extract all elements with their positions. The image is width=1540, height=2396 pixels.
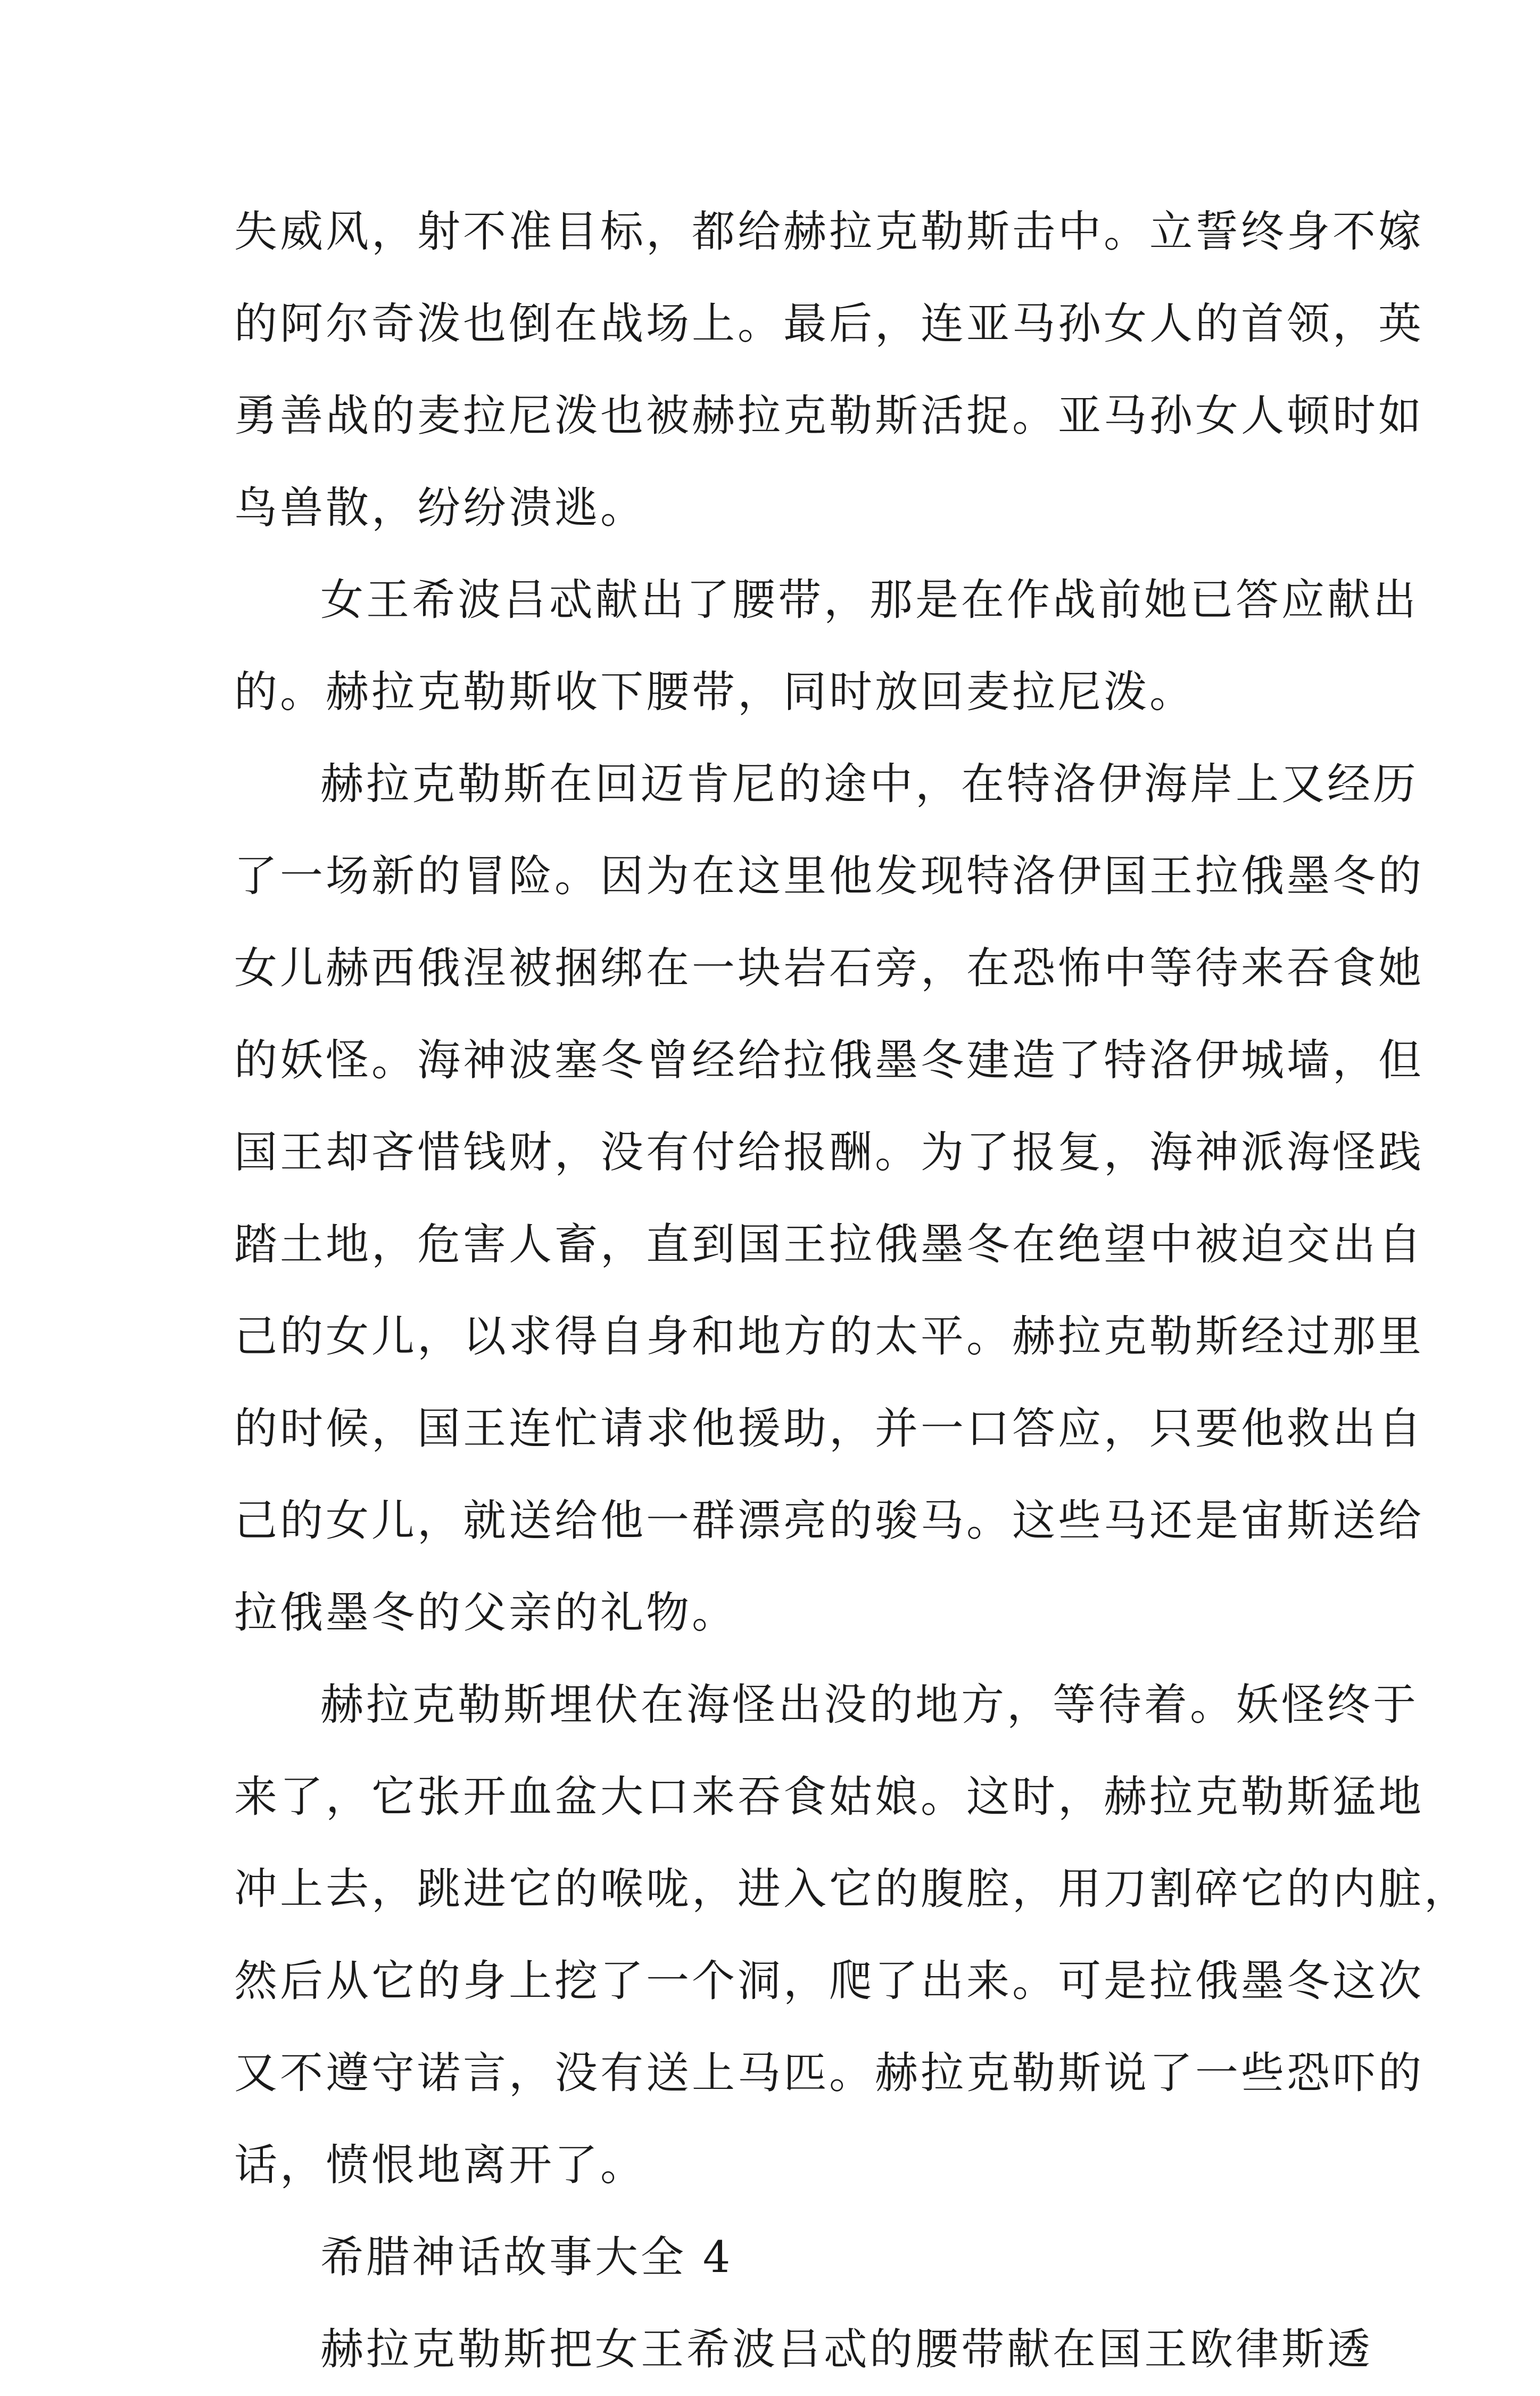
paragraph [234,1659,1470,2212]
text-line: 国王却吝惜钱财，没有付给报酬。为了报复，海神派海怪践 [234,1128,1425,1178]
section-heading: 希腊神话故事大全 4 [320,2233,733,2283]
text-line: 了一场新的冒险。因为在这里他发现特洛伊国王拉俄墨冬的 [234,852,1425,902]
text-line: 的。赫拉克勒斯收下腰带，同时放回麦拉尼泼。 [234,667,1196,717]
text-line: 的阿尔奇泼也倒在战场上。最后，连亚马孙女人的首领，英 [234,299,1425,349]
text-line: 勇善战的麦拉尼泼也被赫拉克勒斯活捉。亚马孙女人顿时如 [234,391,1425,441]
paragraph [234,555,1419,739]
document-body [234,186,1470,2396]
paragraph [234,739,1425,1659]
text-line: 赫拉克勒斯把女王希波吕忒的腰带献在国王欧律斯透 [320,2325,1373,2375]
text-line: 的妖怪。海神波塞冬曾经给拉俄墨冬建造了特洛伊城墙，但 [234,1036,1425,1086]
text-line: 的时候，国王连忙请求他援助，并一口答应，只要他救出自 [234,1404,1425,1454]
text-line: 己的女儿，以求得自身和地方的太平。赫拉克勒斯经过那里 [234,1312,1425,1362]
text-line: 赫拉克勒斯在回迈肯尼的途中，在特洛伊海岸上又经历 [320,759,1419,809]
text-line: 赫拉克勒斯埋伏在海怪出没的地方，等待着。妖怪终于 [320,1680,1419,1730]
text-line: 拉俄墨冬的父亲的礼物。 [234,1588,738,1638]
text-line: 女儿赫西俄涅被捆绑在一块岩石旁，在恐怖中等待来吞食她 [234,944,1425,994]
text-line: 踏土地，危害人畜，直到国王拉俄墨冬在绝望中被迫交出自 [234,1220,1425,1270]
text-line: 女王希波吕忒献出了腰带，那是在作战前她已答应献出 [320,575,1419,625]
text-line: 冲上去，跳进它的喉咙，进入它的腹腔，用刀割碎它的内脏， [234,1864,1470,1914]
text-line: 然后从它的身上挖了一个洞，爬了出来。可是拉俄墨冬这次 [234,1956,1425,2006]
text-line: 失威风，射不准目标，都给赫拉克勒斯击中。立誓终身不嫁 [234,207,1425,257]
paragraph [234,186,1425,555]
text-line: 话，愤恨地离开了。 [234,2141,647,2191]
text-line: 鸟兽散，纷纷溃逃。 [234,483,647,533]
text-line: 又不遵守诺言，没有送上马匹。赫拉克勒斯说了一些恐吓的 [234,2048,1425,2098]
text-line: 来了，它张开血盆大口来吞食姑娘。这时，赫拉克勒斯猛地 [234,1772,1425,1822]
text-line: 己的女儿，就送给他一群漂亮的骏马。这些马还是宙斯送给 [234,1496,1425,1546]
paragraph [234,2304,1373,2396]
